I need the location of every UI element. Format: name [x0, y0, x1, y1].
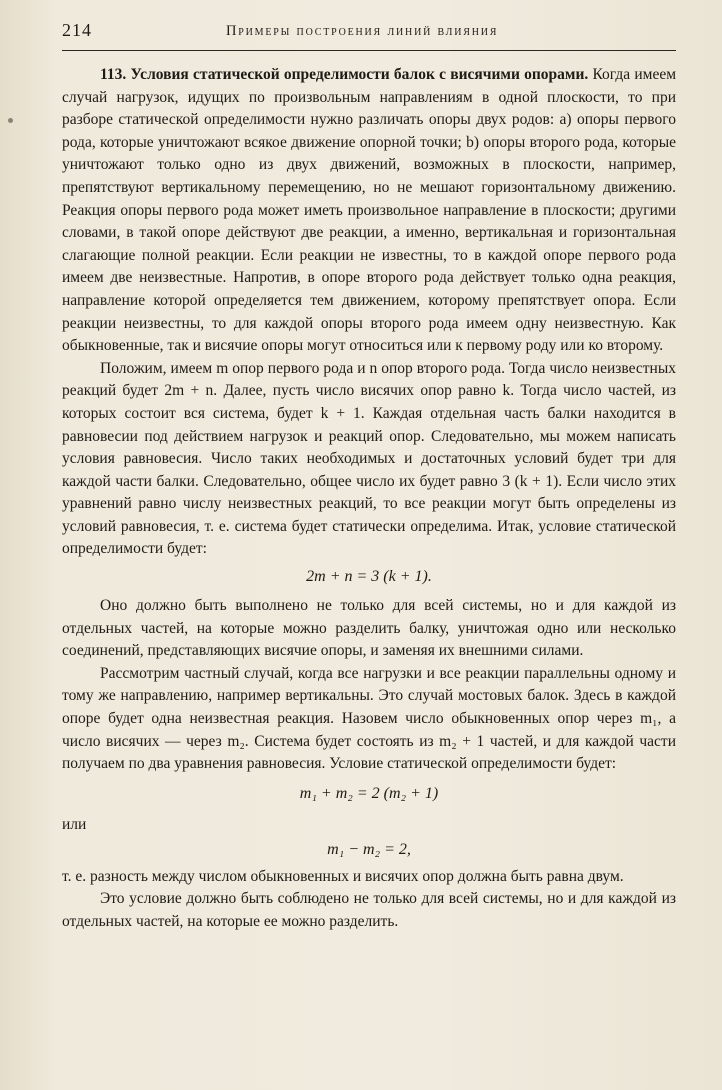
paragraph-2: Положим, имеем m опор первого рода и n опор второго рода. Тогда число неизвестных реакций будет 2m + n. Далее, пусть число висячих опор равно k. Тогда число частей, из которых состоит вся система, будет k + 1. Каждая отдельная часть балки находится в равновесии под действием нагрузок и реакций опор. Следовательно, мы можем написать условия равновесия. Число таких необходимых и достаточных условий будет три для каждой части балки. Следовательно, общее число их будет равно 3 (k + 1). Если число этих уравнений равно числу неизвестных реакций, то все реакции могут быть определены из условий равновесия, т. е. система будет статически определима. Итак, условие статической определимости будет:: [62, 359, 676, 558]
page-number: 214: [62, 20, 92, 40]
paragraph-4: Рассмотрим частный случай, когда все нагрузки и все реакции параллельны одному и тому же направлению, например вертикальны. Это случай мостовых балок. Здесь в каждой опоре будет одна неизвестная реакция. Назовем число обыкновенных опор через m₁, а число висячих — через m₂. Система будет состоять из m₂ + 1 частей, и для каждой части получаем по два уравнения равновесия. Условие статической определимости будет:: [62, 664, 676, 773]
formula-1: 2m + n = 3 (k + 1).: [306, 568, 432, 586]
running-title: Примеры построения линий влияния: [226, 23, 499, 39]
header-rule: [62, 50, 676, 51]
paragraph-5: т. е. разность между числом обыкновенных и висячих опор должна быть равна двум.: [62, 867, 624, 885]
formula-2: m₁ + m₂ = 2 (m₂ + 1): [299, 784, 439, 802]
paragraph-3: Оно должно быть выполнено не только для всей системы, но и для каждой из отдельных частей, на которые можно разделить балку, уничтожая одно или несколько соединений, представляющих висячие опоры, и заменяя их внешними силами.: [62, 597, 676, 660]
section-number: 113.: [100, 66, 127, 83]
section-title: Условия статической определимости балок с висячими опорами.: [130, 66, 589, 83]
margin-mark: [8, 118, 13, 123]
page-header: [62, 20, 674, 48]
formula-3: m₁ − m₂ = 2,: [327, 840, 411, 858]
paragraph-1-text: Когда имеем случай нагрузок, идущих по произвольным направлениям в одной плоскости, то при разборе статической определимости нужно различать опоры двух родов: а) опоры первого рода, которые уничтожают всякое движение опорной точки; b) опоры второго рода, которые уничтожают только одно из двух движений, возможных в плоскости, например, препятствуют вертикальному перемещению, но не мешают горизонтальному движению. Реакция опоры первого рода может иметь произвольное направление в плоскости; другими словами, в такой опоре действуют две реакции, а именно, вертикальная и горизонтальная слагающие полной реакции. Если реакции не известны, то в каждой опоре первого рода имеем две неизвестные. Напротив, в опоре второго рода действует только одна реакция, направление которой определяется тем движением, которому препятствует опора. Если реакции неизвестны, то для каждой опоры второго рода имеем одну неизвестную. Как обыкновенные, так и висячие опоры могут относиться или к первому роду или ко второму.: [62, 66, 677, 355]
paragraph-6: Это условие должно быть соблюдено не только для всей системы, но и для каждой из отдельных частей, на которые ее можно разделить.: [62, 890, 676, 930]
paragraph-1: [62, 64, 676, 358]
section-body: [62, 64, 676, 934]
word-or: или: [62, 815, 87, 833]
